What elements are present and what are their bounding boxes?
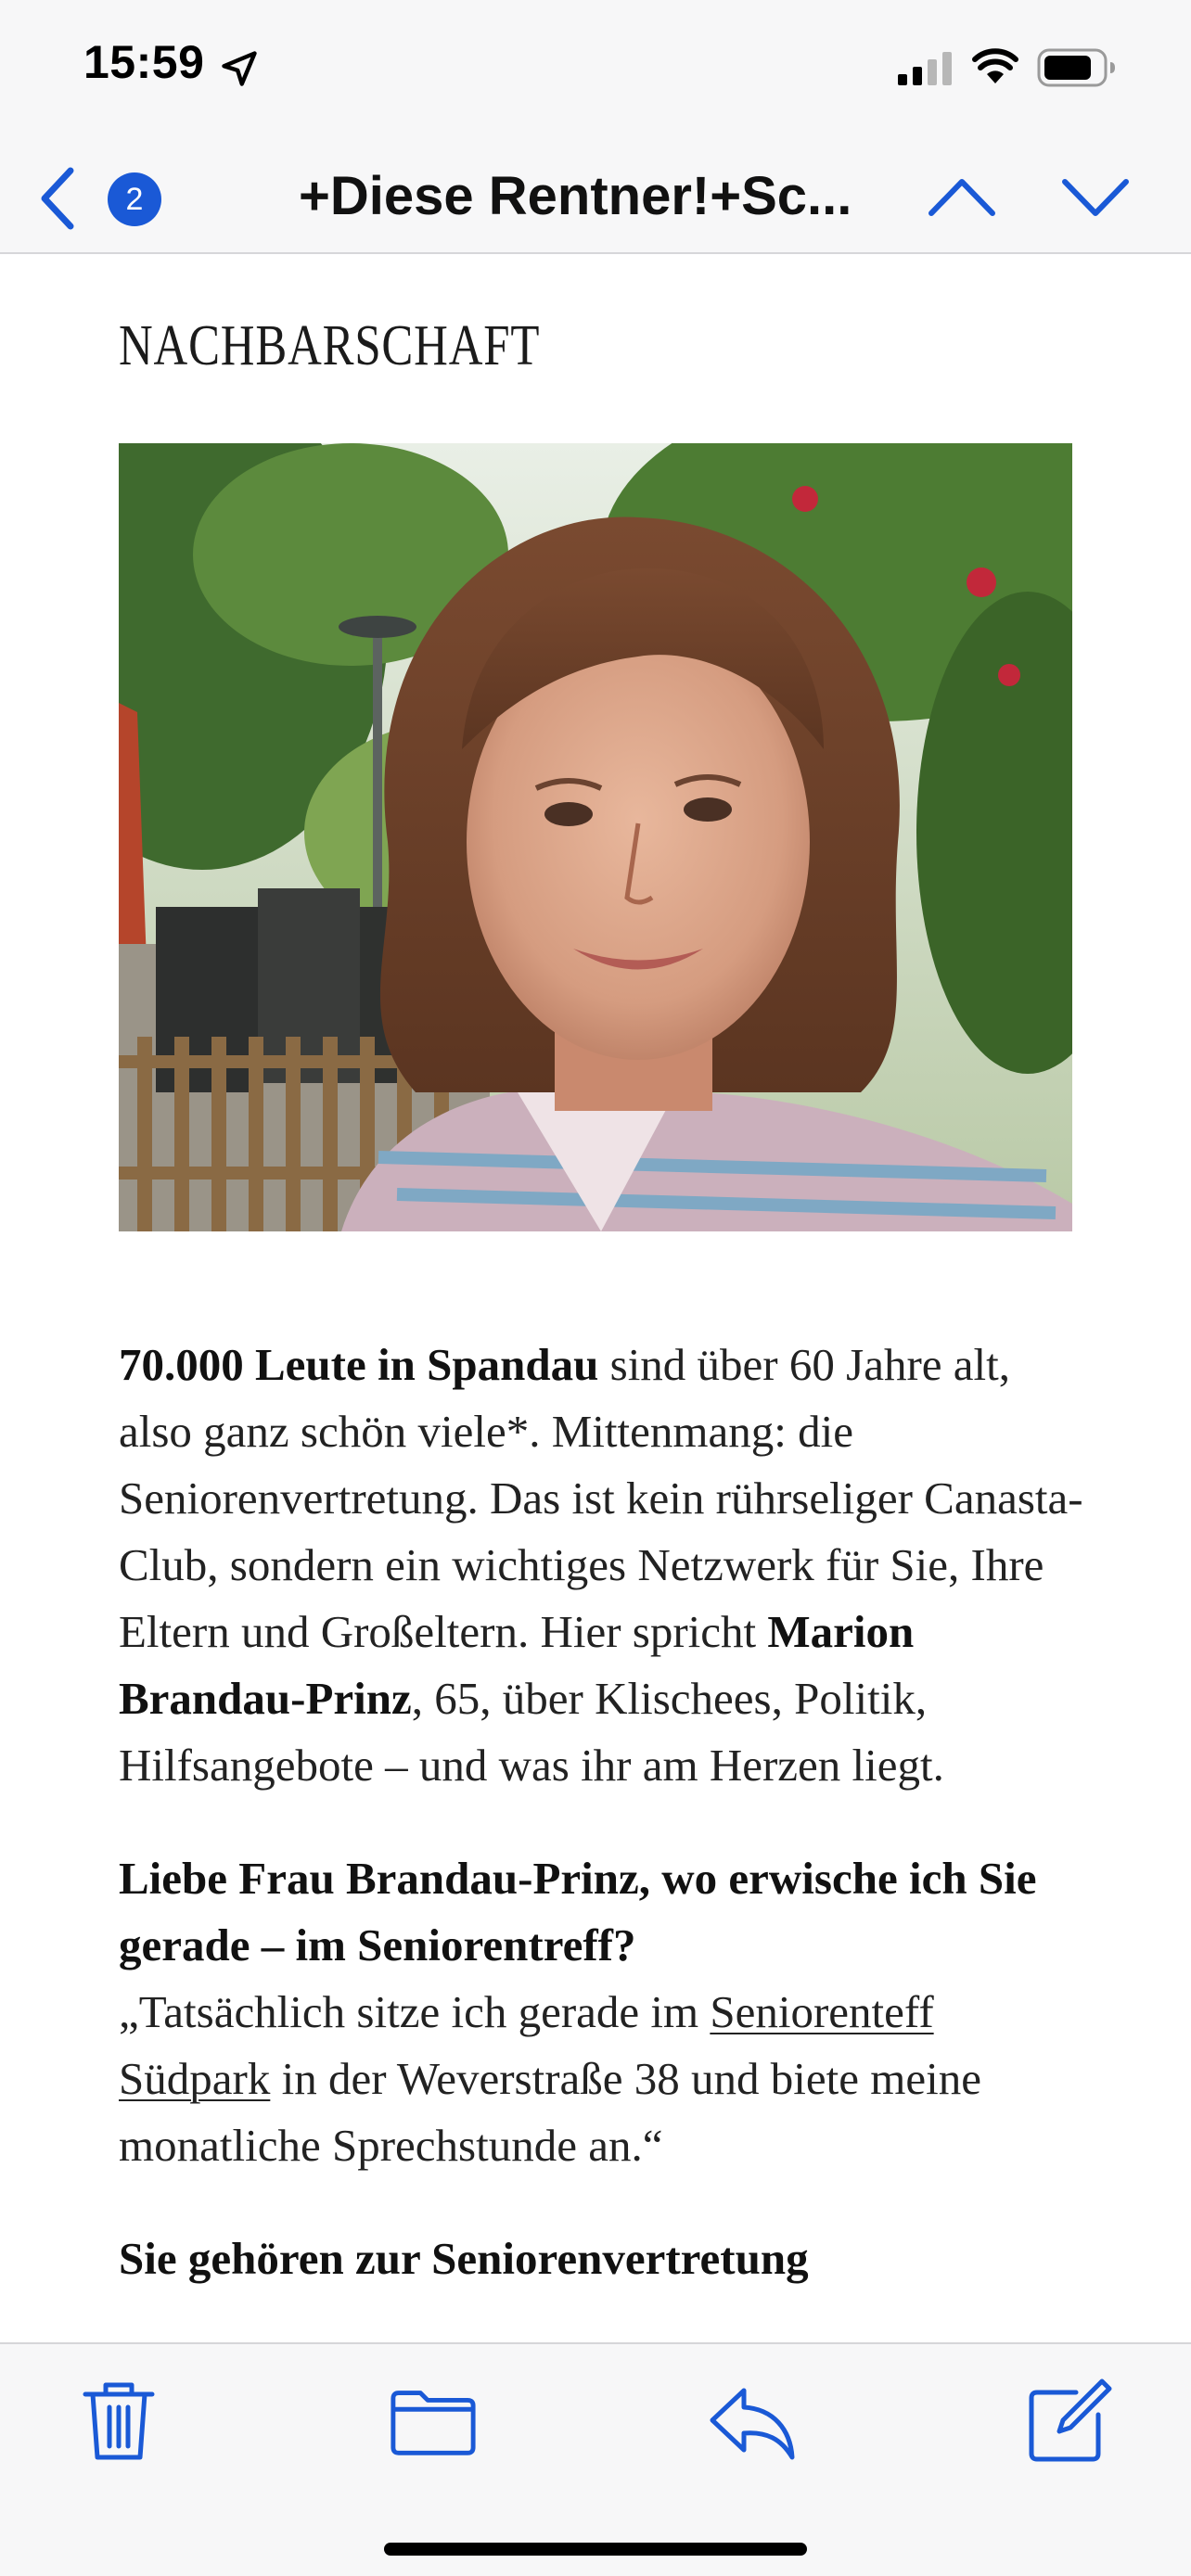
intro-text-1: sind über 60 Jahre alt, also ganz schön viele*. Mittenmang: die Seniorenvertretung. Das ist kein rührseliger Canasta-Club, sondern ein wichtiges Netzwerk für Sie, Ihre Eltern und Großeltern. Hier spricht — [119, 1339, 1083, 1657]
chevron-left-icon — [37, 165, 78, 232]
trash-icon[interactable] — [72, 2374, 165, 2467]
portrait-photo — [119, 443, 1072, 1231]
answer-1-text-1: „Tatsächlich sitze ich gerade im — [119, 1986, 711, 2037]
interview-question-1 — [119, 1845, 1083, 2179]
message-body[interactable] — [0, 256, 1191, 2342]
section-kicker: NACHBARSCHAFT — [119, 314, 541, 377]
seniorentreff-link[interactable]: Seniorenteff Südpark — [119, 1986, 934, 2104]
home-indicator[interactable] — [384, 2543, 807, 2556]
battery-icon — [1037, 48, 1117, 87]
reply-icon[interactable] — [705, 2374, 798, 2467]
question-2-partial: Sie gehören zur Seniorenvertretung — [119, 2233, 809, 2284]
status-time: 15:59 — [83, 36, 205, 88]
folder-icon[interactable] — [388, 2374, 479, 2467]
next-message-button[interactable] — [1057, 165, 1133, 228]
cellular-signal-icon — [898, 52, 952, 85]
previous-message-button[interactable] — [924, 165, 1000, 228]
message-subject-title: +Diese Rentner!+Sc... — [299, 166, 852, 226]
location-arrow-icon — [219, 48, 260, 89]
intro-paragraph — [119, 1332, 1083, 1799]
answer-1-text-2: in der Weverstraße 38 und biete meine monatliche Sprechstunde an.“ — [119, 2053, 981, 2171]
question-1: Liebe Frau Brandau-Prinz, wo erwische ich Sie gerade – im Seniorentreff? — [119, 1853, 1037, 1970]
interview-question-2 — [119, 2225, 1083, 2292]
intro-text-2: , 65, über Klischees, Politik, Hilfsangebote – und was ihr am Herzen liegt. — [119, 1673, 944, 1791]
back-button[interactable] — [28, 150, 167, 243]
status-bar — [0, 0, 1191, 139]
article-text — [119, 1332, 1083, 2339]
navigation-bar — [0, 139, 1191, 254]
compose-icon[interactable] — [1022, 2374, 1115, 2467]
unread-count-badge: 2 — [108, 172, 161, 226]
bottom-toolbar — [0, 2342, 1191, 2576]
intro-bold-1: 70.000 Leute in Spandau — [119, 1339, 599, 1390]
intro-bold-2: Marion Brandau-Prinz — [119, 1606, 915, 1724]
wifi-icon — [972, 48, 1018, 85]
